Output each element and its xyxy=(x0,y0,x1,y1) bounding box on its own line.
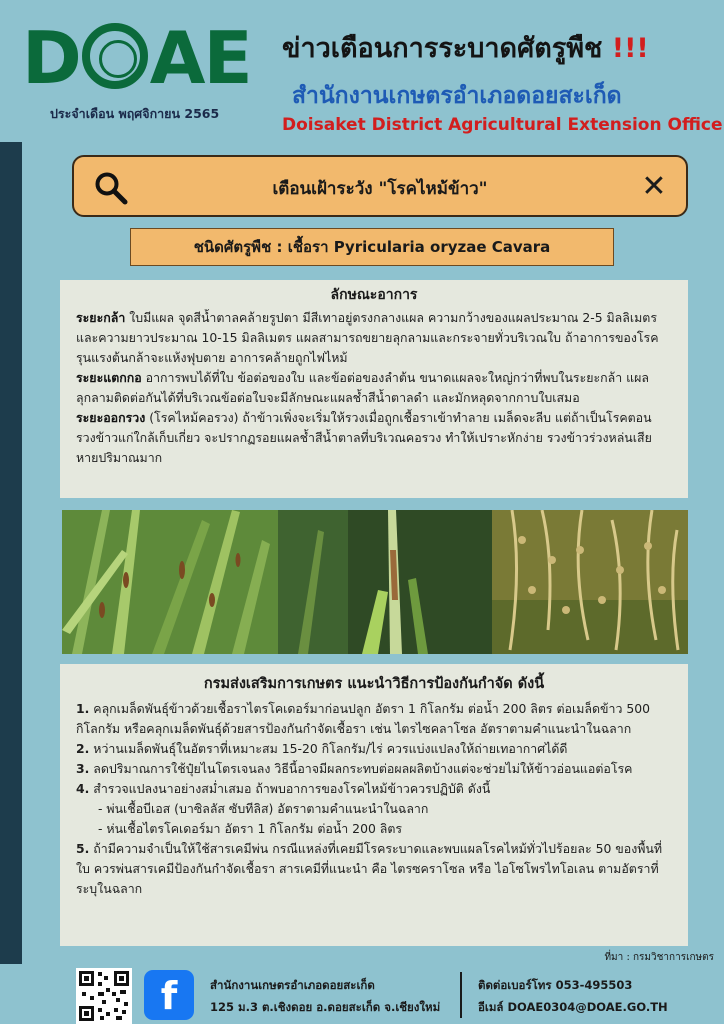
close-icon[interactable]: ✕ xyxy=(641,169,667,204)
doae-logo: D AE xyxy=(22,16,251,100)
advice-number: 1. xyxy=(76,701,90,716)
advice-item xyxy=(76,839,672,899)
header xyxy=(0,0,724,142)
symptom-term: ระยะออกรวง xyxy=(76,410,146,425)
issue-month: ประจำเดือน พฤศจิกายน 2565 xyxy=(50,106,220,121)
alert-banner-text: เตือนเฝ้าระวัง "โรคไหม้ข้าว" xyxy=(272,179,488,199)
symptom-term: ระยะกล้า xyxy=(76,310,126,325)
advice-item xyxy=(76,759,672,779)
rice-disease-photos xyxy=(62,510,688,654)
symptom-seedling xyxy=(76,308,672,368)
symptom-text: (โรคไหม้คอรวง) ถ้าข้าวเพิ่งจะเริ่มให้รวงเมื่อถูกเชื้อราเข้าทำลาย เมล็ดจะลีบ แต่ถ้าเป็นโรคตอน รวงข้าวแก่ใกล้เก็บเกี่ยว จะปรากฏรอยแผลช้ำสีน้ำตาลที่บริเวณคอรวง ทำให้เปราะหักง่าย รวงข้าวร่วงหล่นเสียหายปริมาณมาก xyxy=(76,410,652,465)
page-title-text: ข่าวเตือนการระบาดศัตรูพืช xyxy=(282,33,603,64)
doae-seal-icon xyxy=(82,23,148,89)
advice-number: 3. xyxy=(76,761,90,776)
advice-text: คลุกเมล็ดพันธุ์ข้าวด้วยเชื้อราไตรโคเดอร์มาก่อนปลูก อัตรา 1 กิโลกรัม ต่อน้ำ 200 ลิตร ต่อเมล็ดข้าว 500 กิโลกรัม หรือคลุกเมล็ดพันธุ์ด้วยสารป้องกันกำจัดเชื้อรา เช่น ไตรไซคลาโซล อัตราตามคำแนะนำในฉลาก xyxy=(76,701,651,736)
advice-text: หว่านเมล็ดพันธุ์ในอัตราที่เหมาะสม 15-20 กิโลกรัม/ไร่ ควรแบ่งแปลงให้ถ่ายเทอากาศได้ดี xyxy=(89,741,568,756)
advice-item xyxy=(76,779,672,799)
neck-blast-photo xyxy=(278,510,492,654)
advice-text: ถ้ามีความจำเป็นให้ใช้สารเคมีพ่น กรณีแหล่งที่เคยมีโรคระบาดและพบแผลโรคไหม้ทั่วไปร้อยละ 50 ของพื้นที่ใบ ควรพ่นสารเคมีป้องกันกำจัดเชื้อรา สารเคมีที่แนะนำ คือ ไตรซคราโซล หรือ ไอโซโพรไทโอเลน ตามอัตราที่ระบุในฉลาก xyxy=(76,841,663,896)
side-accent-bar xyxy=(0,142,22,964)
symptom-text: อาการพบได้ที่ใบ ข้อต่อของใบ และข้อต่อของลำต้น ขนาดแผลจะใหญ่กว่าที่พบในระยะกล้า แผลลุกลามติดต่อกันได้ที่บริเวณข้อต่อใบจะมีลักษณะแผลช้ำสีน้ำตาลดำ และมักหลุดจากกาบใบเสมอ xyxy=(76,370,649,405)
footer-phone: ติดต่อเบอร์โทร 053-495503 xyxy=(478,978,633,992)
panicle-blast-photo xyxy=(492,510,688,654)
symptom-tillering xyxy=(76,368,672,408)
advice-text: ลดปริมาณการใช้ปุ๋ยไนโตรเจนลง วิธีนี้อาจมีผลกระทบต่อผลผลิตบ้างแต่จะช่วยไม่ให้ข้าวอ่อนแอต่อโรค xyxy=(89,761,633,776)
advice-sub-item: - พ่นเชื้อบีเอส (บาซิลลัส ซับทีลิส) อัตราตามคำแนะนำในฉลาก xyxy=(98,801,429,816)
pest-type-label: ชนิดศัตรูพืช : เชื้อรา Pyricularia oryzae Cavara xyxy=(130,228,614,266)
symptoms-section xyxy=(60,280,688,498)
footer-email: อีเมล์ DOAE0304@DOAE.GO.TH xyxy=(478,1000,668,1014)
advice-heading: กรมส่งเสริมการเกษตร แนะนำวิธีการป้องกันกำจัด ดังนี้ xyxy=(203,676,545,692)
facebook-letter: f xyxy=(160,974,178,1018)
advice-number: 5. xyxy=(76,841,90,856)
control-advice-section xyxy=(60,664,688,946)
advice-item xyxy=(76,739,672,759)
leaf-blast-photo xyxy=(62,510,278,654)
source-credit: ที่มา : กรมวิชาการเกษตร xyxy=(604,952,714,963)
advice-number: 2. xyxy=(76,741,90,756)
facebook-icon[interactable] xyxy=(144,970,194,1020)
footer-divider xyxy=(460,972,462,1018)
advice-sub-item: - ห่นเชื้อไตรโคเดอร์มา อัตรา 1 กิโลกรัม ต่อน้ำ 200 ลิตร xyxy=(98,821,403,836)
symptom-term: ระยะแตกกอ xyxy=(76,370,142,385)
symptom-heading-stage xyxy=(76,408,672,468)
alert-banner[interactable] xyxy=(72,155,688,217)
alert-marks: !!! xyxy=(611,33,649,64)
footer-office-name: สำนักงานเกษตรอำเภอดอยสะเก็ด xyxy=(210,978,375,992)
advice-text: สำรวจแปลงนาอย่างสม่ำเสมอ ถ้าพบอาการของโรคไหม้ข้าวควรปฏิบัติ ดังนี้ xyxy=(89,781,491,796)
symptom-text: ใบมีแผล จุดสีน้ำตาลคล้ายรูปตา มีสีเทาอยู่ตรงกลางแผล ความกว้างของแผลประมาณ 2-5 มิลลิเมตร และความยาวประมาณ 10-15 มิลลิเมตร แผลสามารถขยายลุกลามและกระจายทั่วบริเวณใบ ถ้าอาการของโรครุนแรงต้นกล้าจะแห้งฟุบตาย อาการคล้ายถูกไฟไหม้ xyxy=(76,310,659,365)
qr-code-icon[interactable] xyxy=(76,968,132,1024)
office-name-english: Doisaket District Agricultural Extension Office xyxy=(282,115,723,135)
symptoms-heading: ลักษณะอาการ xyxy=(330,287,418,303)
advice-number: 4. xyxy=(76,781,90,796)
footer-address: 125 ม.3 ต.เชิงดอย อ.ดอยสะเก็ด จ.เชียงใหม่ xyxy=(210,1000,441,1014)
office-name-thai: สำนักงานเกษตรอำเภอดอยสะเก็ด xyxy=(292,83,622,109)
advice-item xyxy=(76,699,672,739)
page-title xyxy=(282,26,649,69)
